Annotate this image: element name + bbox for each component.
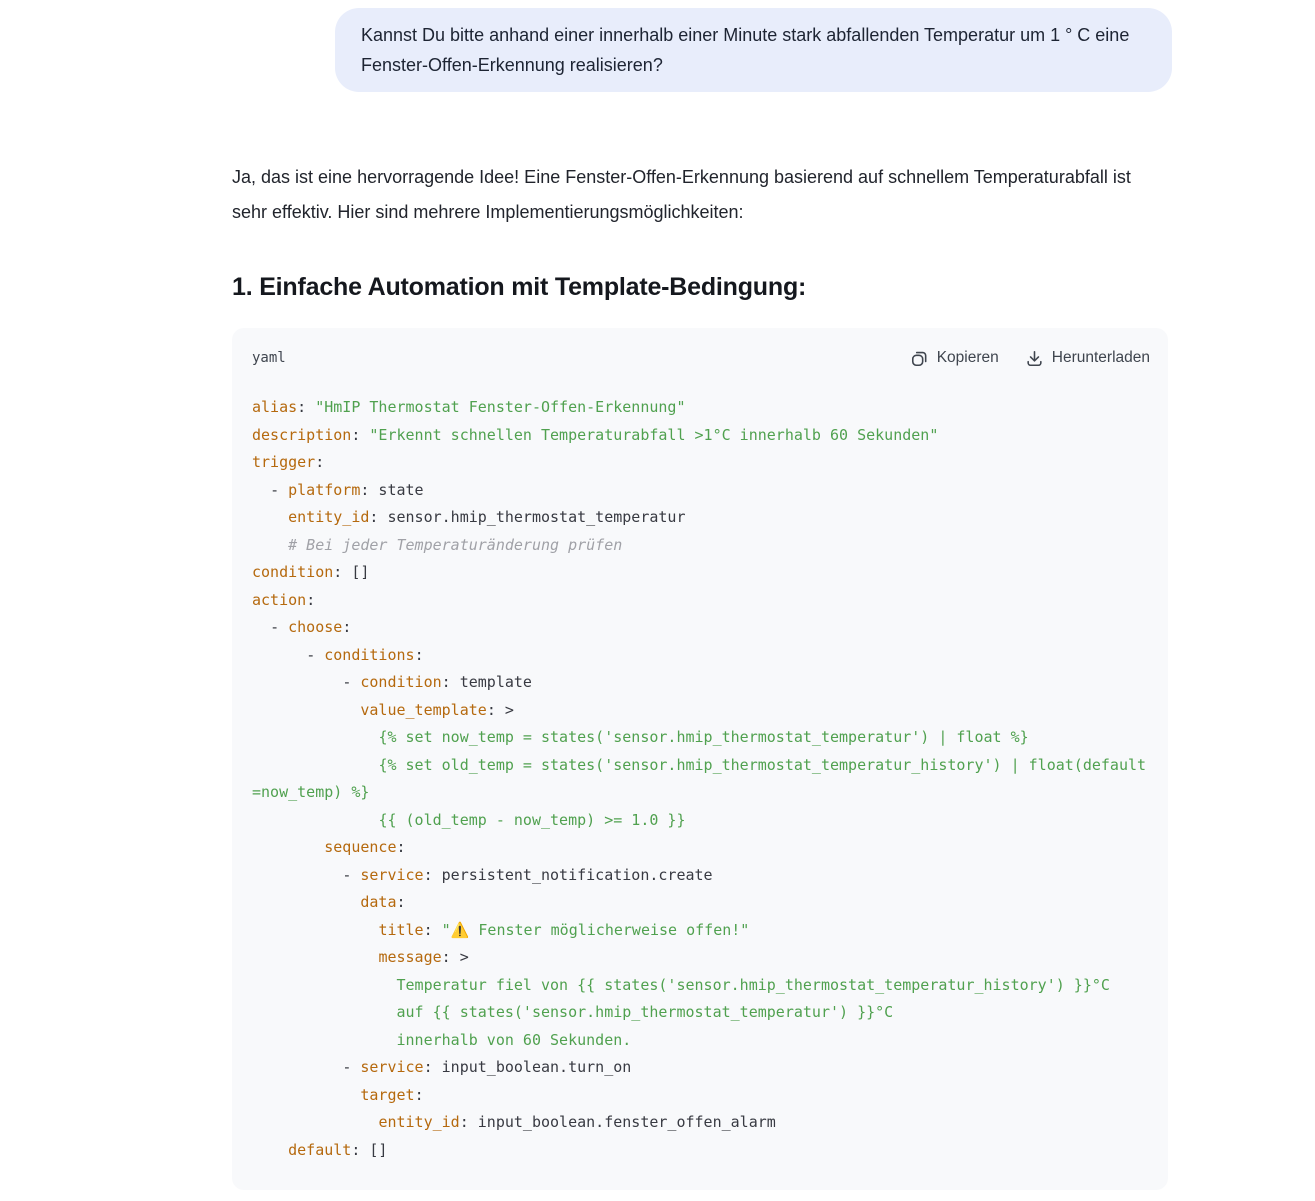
code-line: {% set old_temp = states('sensor.hmip_thermostat_temperatur_history') | float(default=now_temp) %}	[252, 755, 1147, 801]
assistant-intro-paragraph: Ja, das ist eine hervorragende Idee! Eine Fenster-Offen-Erkennung basierend auf schnellem Temperaturabfall ist sehr effektiv. Hier sind mehrere Implementierungsmöglichkeiten:	[232, 167, 1131, 222]
code-line: entity_id: sensor.hmip_thermostat_temperatur	[288, 508, 686, 526]
download-button-label: Herunterladen	[1051, 349, 1150, 366]
user-message-bubble	[335, 8, 1172, 92]
code-line: target:	[360, 1085, 424, 1104]
code-line: - platform: state	[252, 480, 424, 499]
code-line: - service: persistent_notification.create	[252, 865, 713, 884]
code-block-header	[232, 346, 1168, 370]
code-line: description: "Erkennt schnellen Temperaturabfall >1°C innerhalb 60 Sekunden"	[252, 425, 939, 444]
code-content	[232, 394, 1168, 1164]
user-message-text: Kannst Du bitte anhand einer innerhalb einer Minute stark abfallenden Temperatur um 1 ° C eine Fenster-Offen-Erkennung realisieren?	[361, 25, 1130, 75]
copy-button[interactable]	[910, 349, 999, 368]
code-line: innerhalb von 60 Sekunden.	[252, 1030, 632, 1049]
code-line: data:	[360, 893, 406, 911]
code-line: alias: "HmIP Thermostat Fenster-Offen-Erkennung"	[252, 398, 686, 416]
code-line: action:	[252, 590, 316, 609]
code-line: value_template: >	[360, 700, 514, 719]
code-line: - service: input_boolean.turn_on	[252, 1058, 632, 1076]
code-line: {% set now_temp = states('sensor.hmip_thermostat_temperatur') | float %}	[252, 728, 1029, 746]
copy-icon	[910, 349, 929, 368]
user-message-row	[232, 0, 1172, 92]
code-language-label: yaml	[252, 350, 286, 366]
code-line: entity_id: input_boolean.fenster_offen_alarm	[378, 1113, 776, 1131]
conversation	[232, 0, 1172, 1190]
code-line: trigger:	[252, 453, 325, 471]
code-line: - condition: template	[252, 673, 532, 691]
code-line: default: []	[288, 1140, 388, 1159]
code-line: Temperatur fiel von {{ states('sensor.hmip_thermostat_temperatur_history') }}°C	[252, 975, 1110, 994]
code-line: condition: []	[252, 563, 370, 581]
code-line: - conditions:	[252, 645, 424, 664]
code-line: sequence:	[324, 838, 406, 856]
code-block-actions	[910, 349, 1150, 368]
code-line: {{ (old_temp - now_temp) >= 1.0 }}	[252, 810, 686, 829]
code-block-card	[232, 328, 1168, 1190]
code-line: message: >	[378, 948, 469, 966]
code-line: # Bei jeder Temperaturänderung prüfen	[288, 535, 623, 554]
download-button[interactable]	[1025, 349, 1150, 368]
code-line: auf {{ states('sensor.hmip_thermostat_temperatur') }}°C	[252, 1003, 894, 1021]
section-heading: 1. Einfache Automation mit Template-Bedingung:	[232, 273, 807, 301]
code-line: title: "⚠️ Fenster möglicherweise offen!"	[378, 920, 750, 939]
code-line: - choose:	[252, 618, 352, 636]
download-icon	[1025, 349, 1044, 368]
copy-button-label: Kopieren	[936, 349, 999, 366]
